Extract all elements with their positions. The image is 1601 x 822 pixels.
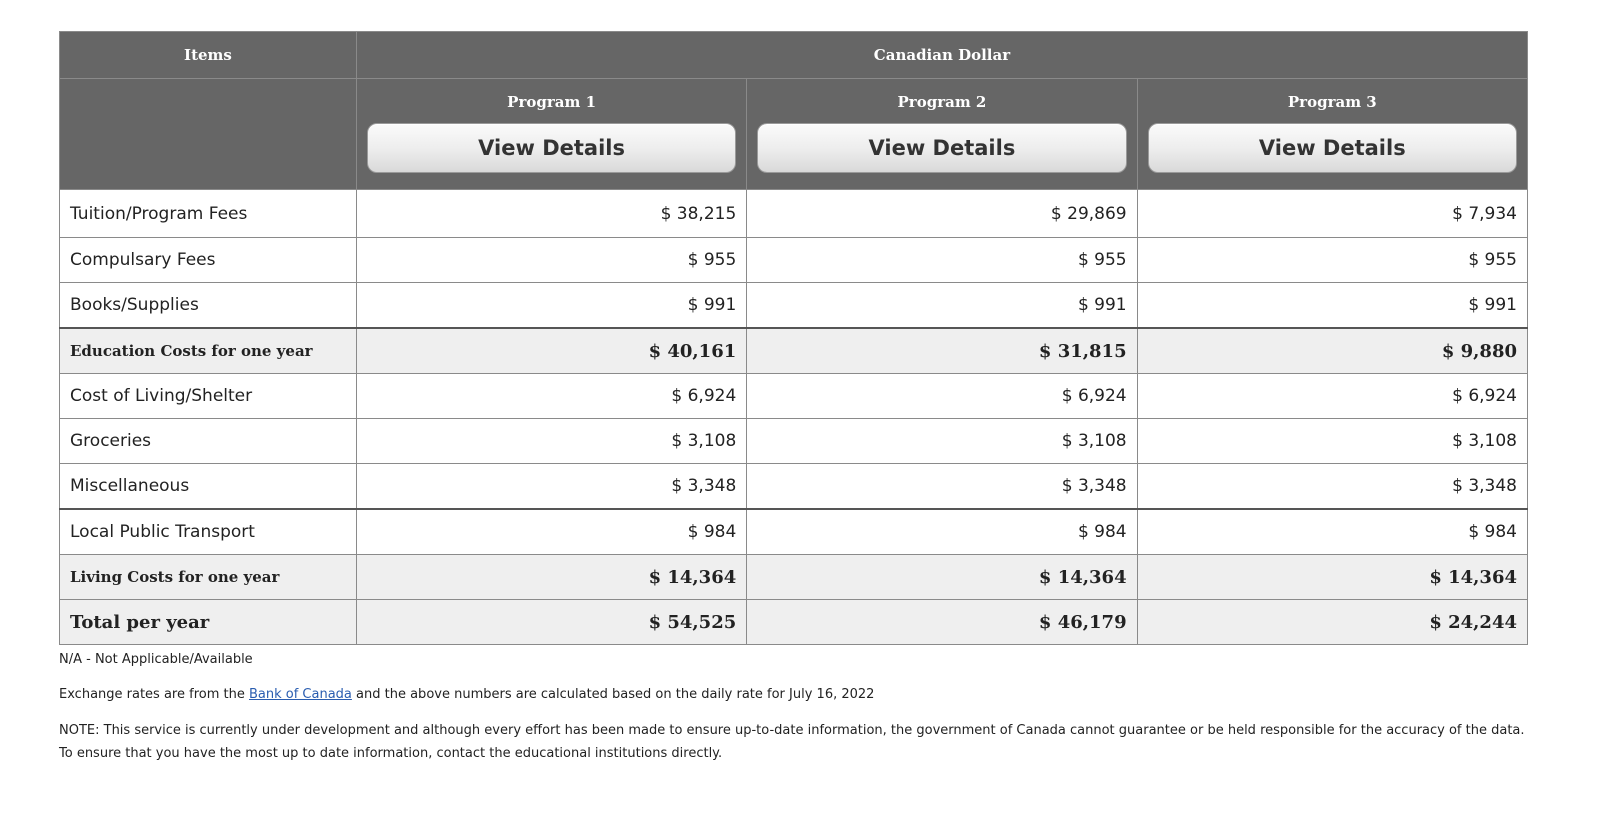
program-2-label: Program 2	[897, 93, 987, 111]
cell-program-2: $ 6,924	[747, 374, 1137, 419]
cell-program-1: $ 991	[356, 283, 746, 329]
cost-comparison-table	[59, 31, 1528, 645]
row-label: Living Costs for one year	[60, 555, 357, 600]
cell-program-3: $ 14,364	[1137, 555, 1527, 600]
cell-program-1: $ 3,348	[356, 464, 746, 510]
exchange-rate-footnote	[59, 683, 1539, 706]
program-2-header	[747, 79, 1137, 190]
cell-program-3: $ 984	[1137, 509, 1527, 555]
row-label: Cost of Living/Shelter	[60, 374, 357, 419]
cell-program-1: $ 6,924	[356, 374, 746, 419]
items-header: Items	[60, 32, 357, 79]
program-2-view-details-button[interactable]: View Details	[757, 123, 1126, 173]
cell-program-3: $ 3,108	[1137, 419, 1527, 464]
cell-program-3: $ 955	[1137, 238, 1527, 283]
program-1-view-details-button[interactable]: View Details	[367, 123, 736, 173]
cell-program-2: $ 3,108	[747, 419, 1137, 464]
program-3-label: Program 3	[1287, 93, 1377, 111]
disclaimer-line-1: NOTE: This service is currently under development and although every effort has been made to ensure up-to-date information, the government of Canada cannot guarantee or be held responsible for the accuracy of the data.	[59, 723, 1525, 738]
cell-program-1: $ 38,215	[356, 190, 746, 238]
table-row-living-subtotal	[60, 555, 1528, 600]
row-label: Compulsary Fees	[60, 238, 357, 283]
cell-program-2: $ 984	[747, 509, 1137, 555]
cell-program-2: $ 3,348	[747, 464, 1137, 510]
cell-program-3: $ 9,880	[1137, 328, 1527, 374]
table-row-local-transport	[60, 509, 1528, 555]
cell-program-3: $ 991	[1137, 283, 1527, 329]
row-label: Groceries	[60, 419, 357, 464]
cell-program-1: $ 14,364	[356, 555, 746, 600]
row-label: Local Public Transport	[60, 509, 357, 555]
cell-program-2: $ 991	[747, 283, 1137, 329]
row-label: Miscellaneous	[60, 464, 357, 510]
cell-program-2: $ 955	[747, 238, 1137, 283]
cell-program-2: $ 29,869	[747, 190, 1137, 238]
row-label: Total per year	[60, 600, 357, 645]
cell-program-1: $ 955	[356, 238, 746, 283]
currency-header: Canadian Dollar	[356, 32, 1527, 79]
footnotes	[59, 648, 1539, 765]
cell-program-3: $ 7,934	[1137, 190, 1527, 238]
cell-program-1: $ 54,525	[356, 600, 746, 645]
program-1-header	[356, 79, 746, 190]
table-row-tuition	[60, 190, 1528, 238]
cell-program-2: $ 31,815	[747, 328, 1137, 374]
bank-of-canada-link[interactable]: Bank of Canada	[248, 687, 352, 702]
cell-program-3: $ 3,348	[1137, 464, 1527, 510]
table-row-groceries	[60, 419, 1528, 464]
cell-program-2: $ 14,364	[747, 555, 1137, 600]
program-3-header	[1137, 79, 1527, 190]
row-label: Education Costs for one year	[60, 328, 357, 374]
row-label: Books/Supplies	[60, 283, 357, 329]
cell-program-1: $ 40,161	[356, 328, 746, 374]
cell-program-1: $ 984	[356, 509, 746, 555]
program-1-label: Program 1	[507, 93, 596, 111]
table-row-books-supplies	[60, 283, 1528, 329]
exchange-rate-suffix: and the above numbers are calculated based on the daily rate for July 16, 2022	[351, 687, 875, 702]
cell-program-1: $ 3,108	[356, 419, 746, 464]
cell-program-3: $ 24,244	[1137, 600, 1527, 645]
disclaimer-line-2: To ensure that you have the most up to date information, contact the educational institutions directly.	[59, 746, 723, 761]
items-header-spacer	[60, 79, 357, 190]
table-row-total	[60, 600, 1528, 645]
table-row-compulsary-fees	[60, 238, 1528, 283]
cell-program-2: $ 46,179	[747, 600, 1137, 645]
exchange-rate-prefix: Exchange rates are from the	[59, 687, 249, 702]
row-label: Tuition/Program Fees	[60, 190, 357, 238]
program-3-view-details-button[interactable]: View Details	[1148, 123, 1517, 173]
cell-program-3: $ 6,924	[1137, 374, 1527, 419]
table-row-miscellaneous	[60, 464, 1528, 510]
table-row-cost-of-living	[60, 374, 1528, 419]
table-row-education-subtotal	[60, 328, 1528, 374]
na-footnote: N/A - Not Applicable/Available	[59, 652, 253, 667]
